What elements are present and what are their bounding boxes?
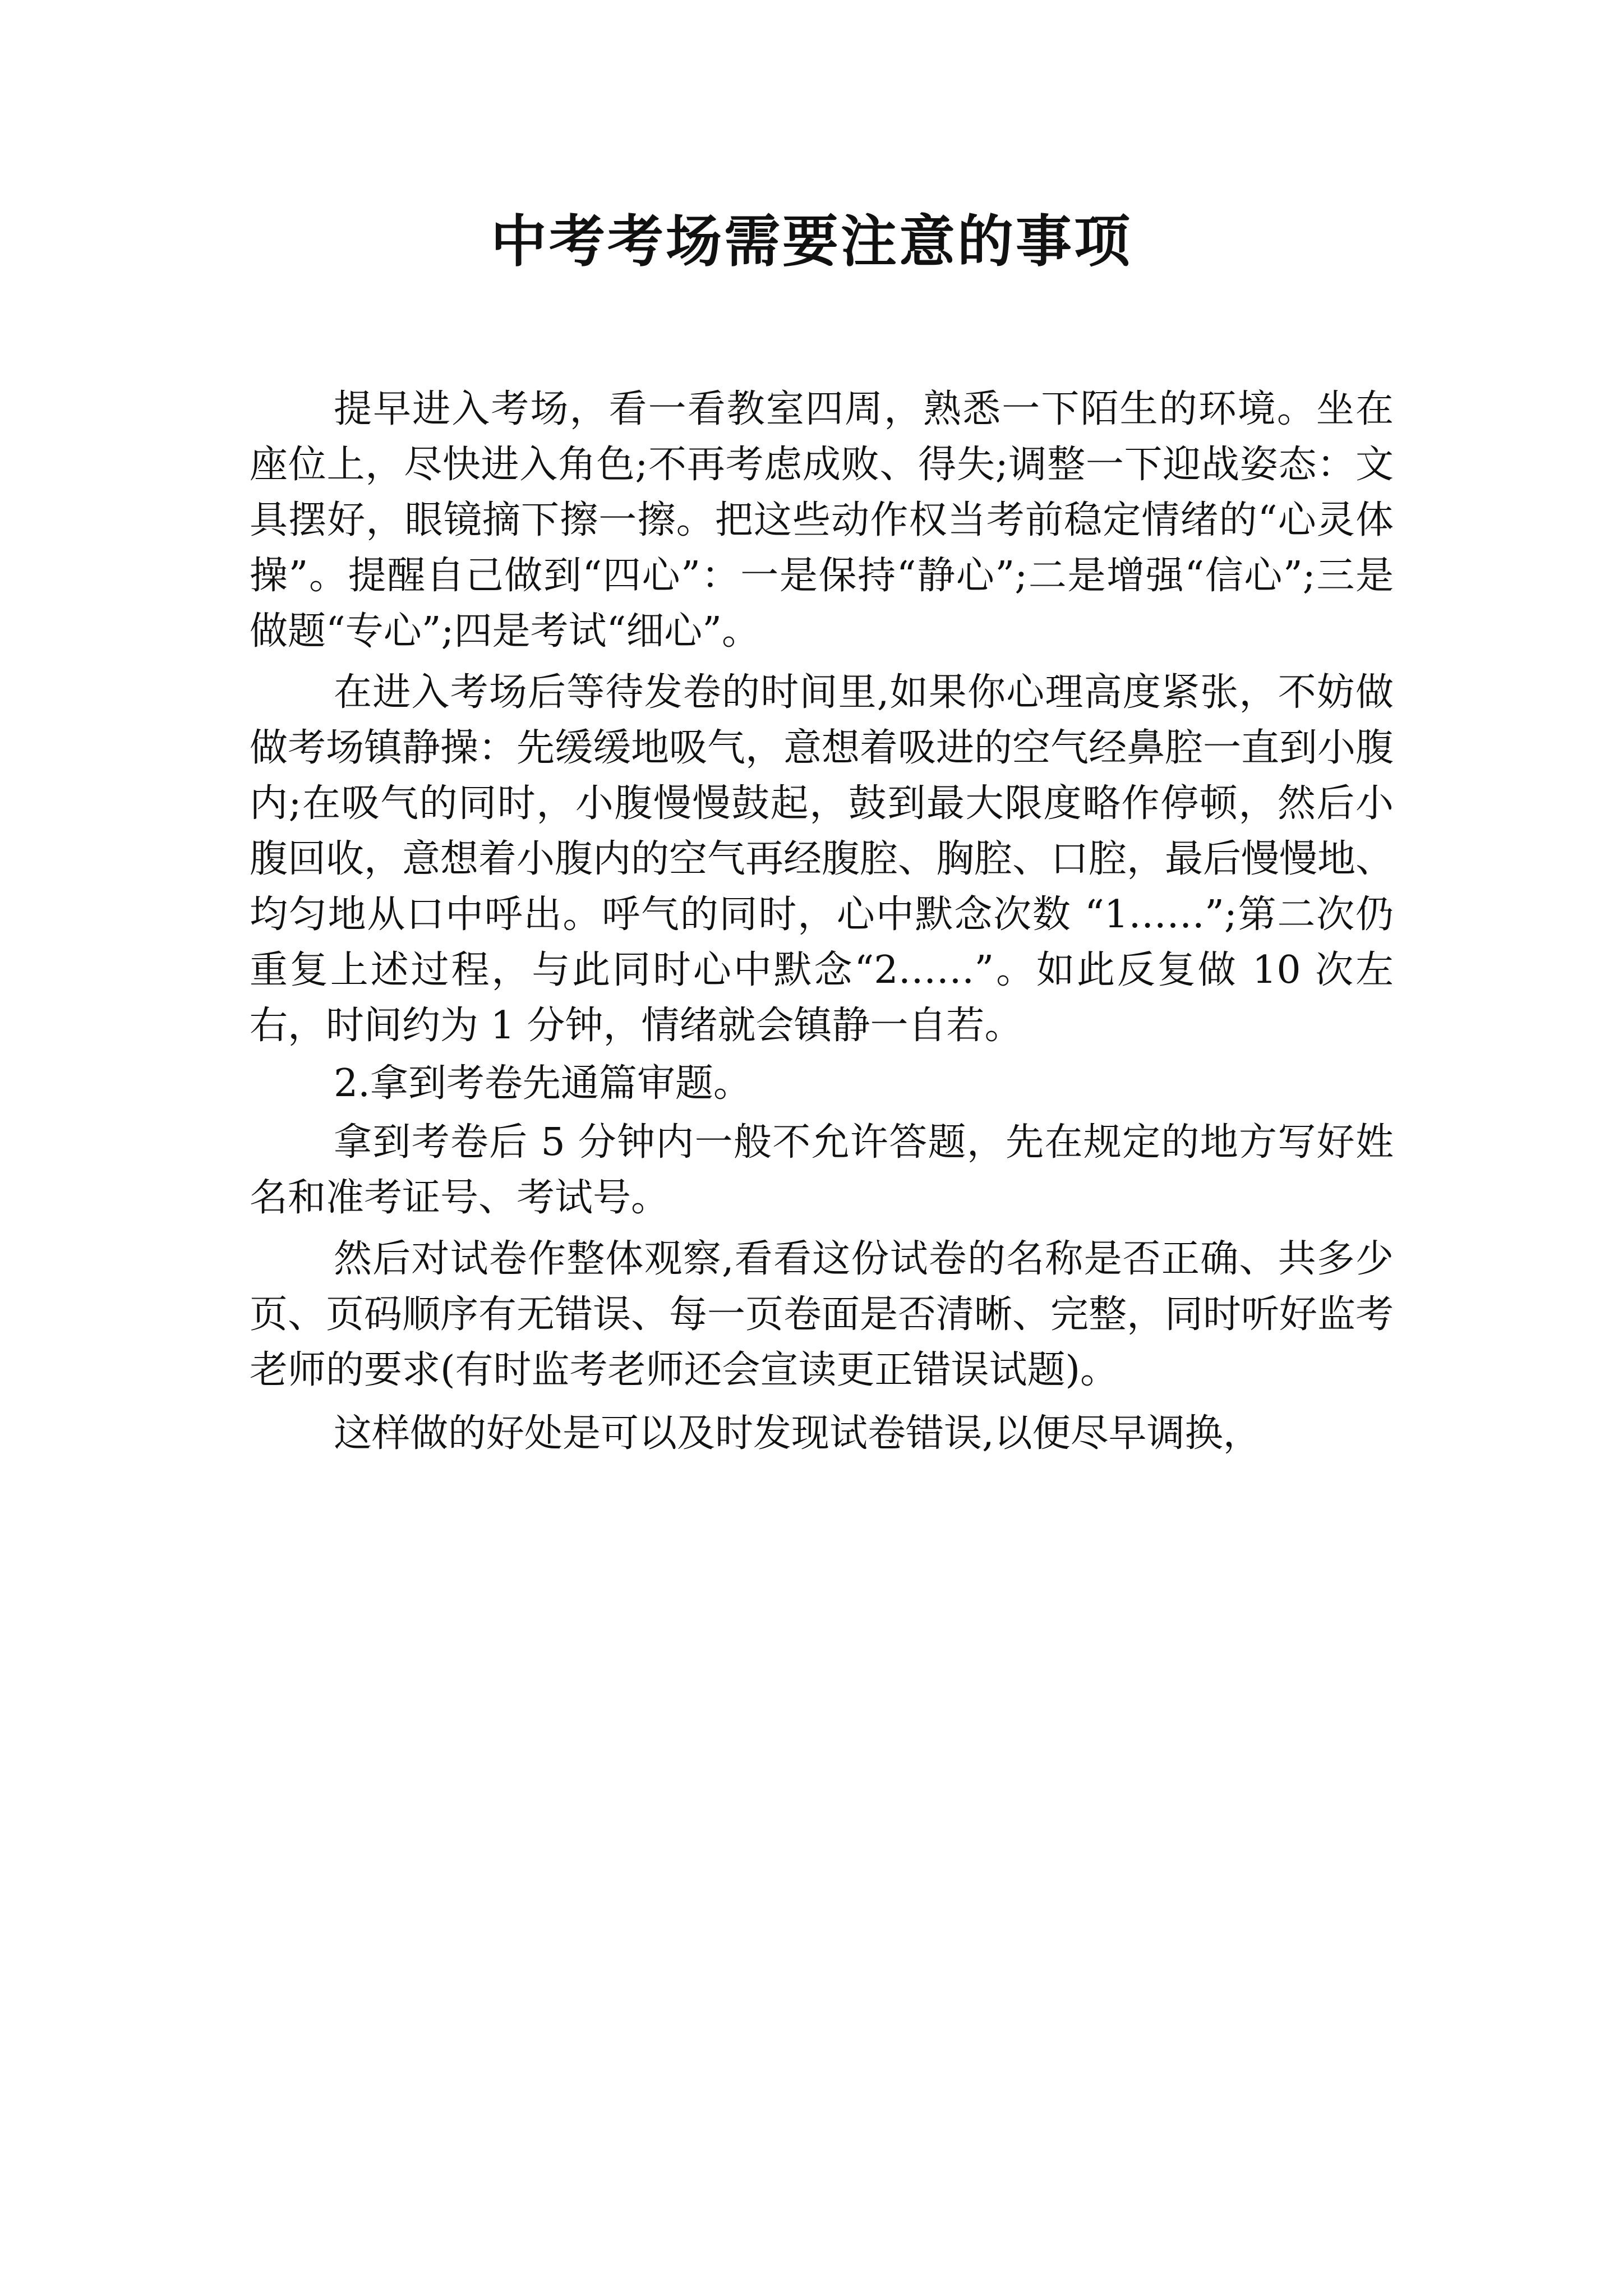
paragraph-check-paper: 然后对试卷作整体观察,看看这份试卷的名称是否正确、共多少页、页码顺序有无错误、每一页卷面是否清晰、完整，同时听好监考老师的要求(有时监考老师还会宣读更正错误试题)。 <box>250 1237 1394 1392</box>
document-body <box>250 381 1394 1461</box>
paragraph-section-heading: 2.拿到考卷先通篇审题。 <box>334 1061 751 1106</box>
paragraph-first-five-minutes: 拿到考卷后 5 分钟内一般不允许答题，先在规定的地方写好姓名和准考证号、考试号。 <box>250 1120 1394 1220</box>
page-title: 中考考场需要注意的事项 <box>491 208 1132 274</box>
paragraph-exam-room-preparation: 提早进入考场，看一看教室四周，熟悉一下陌生的环境。坐在座位上，尽快进入角色;不再考虑成败、得失;调整一下迎战姿态：文具摆好，眼镜摘下擦一擦。把这些动作权当考前稳定情绪的“心灵体操”。提醒自己做到“四心”：一是保持“静心”;二是增强“信心”;三是做题“专心”;四是考试“细心”。 <box>250 387 1394 654</box>
paragraph-benefit: 这样做的好处是可以及时发现试卷错误,以便尽早调换， <box>334 1411 1261 1456</box>
paragraph-calming-exercise: 在进入考场后等待发卷的时间里,如果你心理高度紧张，不妨做做考场镇静操：先缓缓地吸气，意想着吸进的空气经鼻腔一直到小腹内;在吸气的同时，小腹慢慢鼓起，鼓到最大限度略作停顿，然后小腹回收，意想着小腹内的空气再经腹腔、胸腔、口腔，最后慢慢地、均匀地从口中呼出。呼气的同时，心中默念次数 “1……”;第二次仍重复上述过程，与此同时心中默念“2……”。如此反复做 10 次左右，时间约为 1 分钟，情绪就会镇静一自若。 <box>250 670 1394 1048</box>
